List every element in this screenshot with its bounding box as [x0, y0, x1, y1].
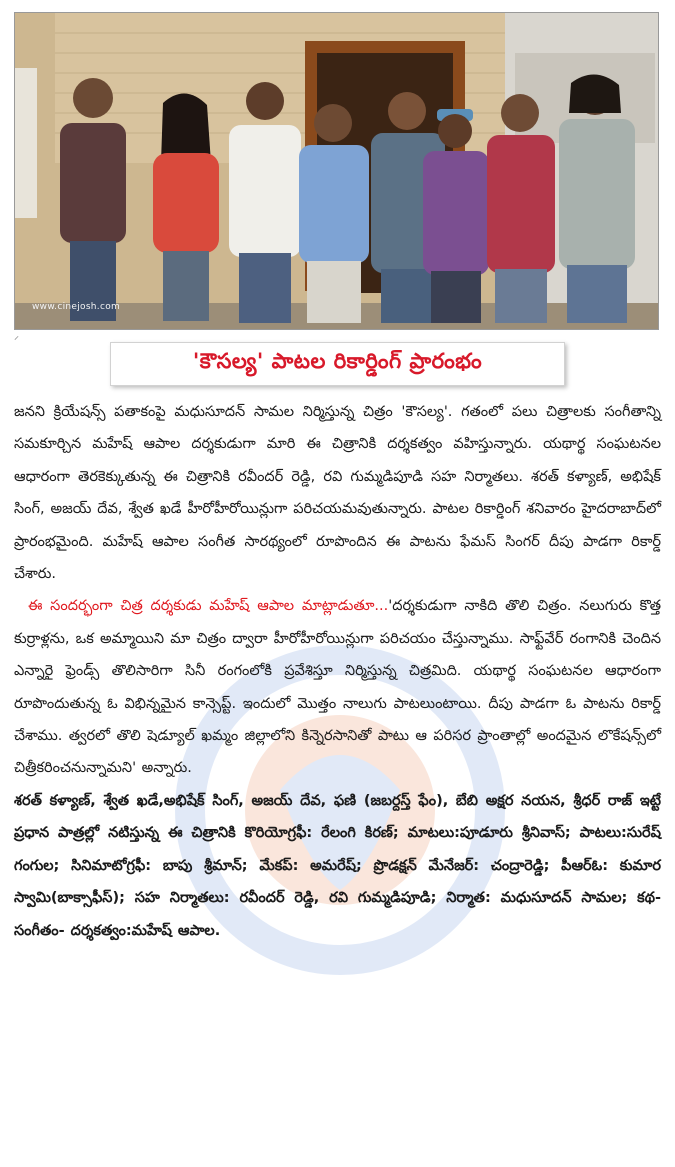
- headline-box: [110, 342, 565, 386]
- article-paragraph-2-quote: 'దర్శకుడుగా నాకిది తొలి చిత్రం. నలుగురు కొత్త కుర్రాళ్లను, ఒక అమ్మాయిని మా చిత్రం ద్వారా హీరోహీరోయిన్లుగా పరిచయం చేస్తున్నాము. సాఫ్ట్‌వేర్ రంగానికి చెందిన ఎన్నారై ఫ్రెండ్స్ తొలిసారిగా సినీ రంగంలోకి ప్రవేశిస్తూ నిర్మిస్తున్న చిత్రమిది. యథార్థ సంఘటనల ఆధారంగా రూపొందుతున్న ఓ విభిన్నమైన కాన్సెప్ట్. ఇందులో మొత్తం నాలుగు పాటలుంటాయి. దీపు పాడగా ఓ పాటను రికార్డ్ చేశాము. త్వరలో తొలి షెడ్యూల్ ఖమ్మం జిల్లాలోని కిన్నెరసానితో పాటు ఆ పరిసర ప్రాంతాల్లో అందమైన లొకేషన్స్‌లో చిత్రీకరించనున్నామని' అన్నారు.: [14, 598, 661, 777]
- photo-illustration: [15, 13, 658, 329]
- article-paragraph-1: జనని క్రియేషన్స్ పతాకంపై మధుసూదన్ సామల నిర్మిస్తున్న చిత్రం 'కౌసల్య'. గతంలో పలు చిత్రాలకు సంగీతాన్ని సమకూర్చిన మహేష్ ఆపాల దర్శకుడుగా మారి ఈ చిత్రానికి దర్శకత్వం వహిస్తున్నారు. యథార్థ సంఘటనల ఆధారంగా తెరకెక్కుతున్న ఈ చిత్రానికి రవీందర్ రెడ్డి, రవి గుమ్మడిపూడి సహ నిర్మాతలు. శరత్ కళ్యాణ్, అభిషేక్ సింగ్, అజయ్ దేవ, శ్వేత ఖడే హీరోహీరోయిన్లుగా పరిచయమవుతున్నారు. పాటల రికార్డింగ్ శనివారం హైదరాబాద్‌లో ప్రారంభమైంది. మహేష్ ఆపాల సంగీత సారథ్యంలో రూపొందిన ఈ పాటను ఫేమస్ సింగర్ దీపు పాడగా రికార్డ్ చేశారు.: [14, 404, 661, 583]
- article-paragraph-2: [14, 590, 661, 784]
- article-paragraph-2-lead: ఈ సందర్భంగా చిత్ర దర్శకుడు మహేష్ ఆపాల మాట్లాడుతూ...: [28, 598, 389, 615]
- photo-corner-mark: ⸝: [14, 331, 19, 342]
- group-photo: [14, 12, 659, 330]
- article-body: [14, 396, 661, 947]
- headline: 'కౌసల్య' పాటల రికార్డింగ్ ప్రారంభం: [192, 349, 483, 373]
- article-paragraph-3: శరత్ కళ్యాణ్, శ్వేత ఖడే,అభిషేక్ సింగ్, అజయ్ దేవ, ఫణి (జబర్దస్త్ ఫేం), బేబి అక్షర నయన, శ్రీధర్ రాజ్ ఇట్టే ప్రధాన పాత్రల్లో నటిస్తున్న ఈ చిత్రానికి కొరియోగ్రఫీ: రేలంగి కిరణ్; మాటలు:పూడూరు శ్రీనివాస్; పాటలు:సురేష్ గంగుల; సినిమాటోగ్రఫీ: బాపు శ్రీమాన్; మేకప్: అమరేష్; ప్రొడక్షన్ మేనేజర్: చంద్రారెడ్డి; పీఆర్ఓ: కుమార స్వామి(బాక్సాఫీస్); సహ నిర్మాతలు: రవీందర్ రెడ్డి, రవి గుమ్మడిపూడి; నిర్మాత: మధుసూదన్ సామల; కథ- సంగీతం- దర్శకత్వం:మహేష్ ఆపాల.: [14, 792, 661, 939]
- photo-watermark: www.cinejosh.com: [32, 302, 121, 312]
